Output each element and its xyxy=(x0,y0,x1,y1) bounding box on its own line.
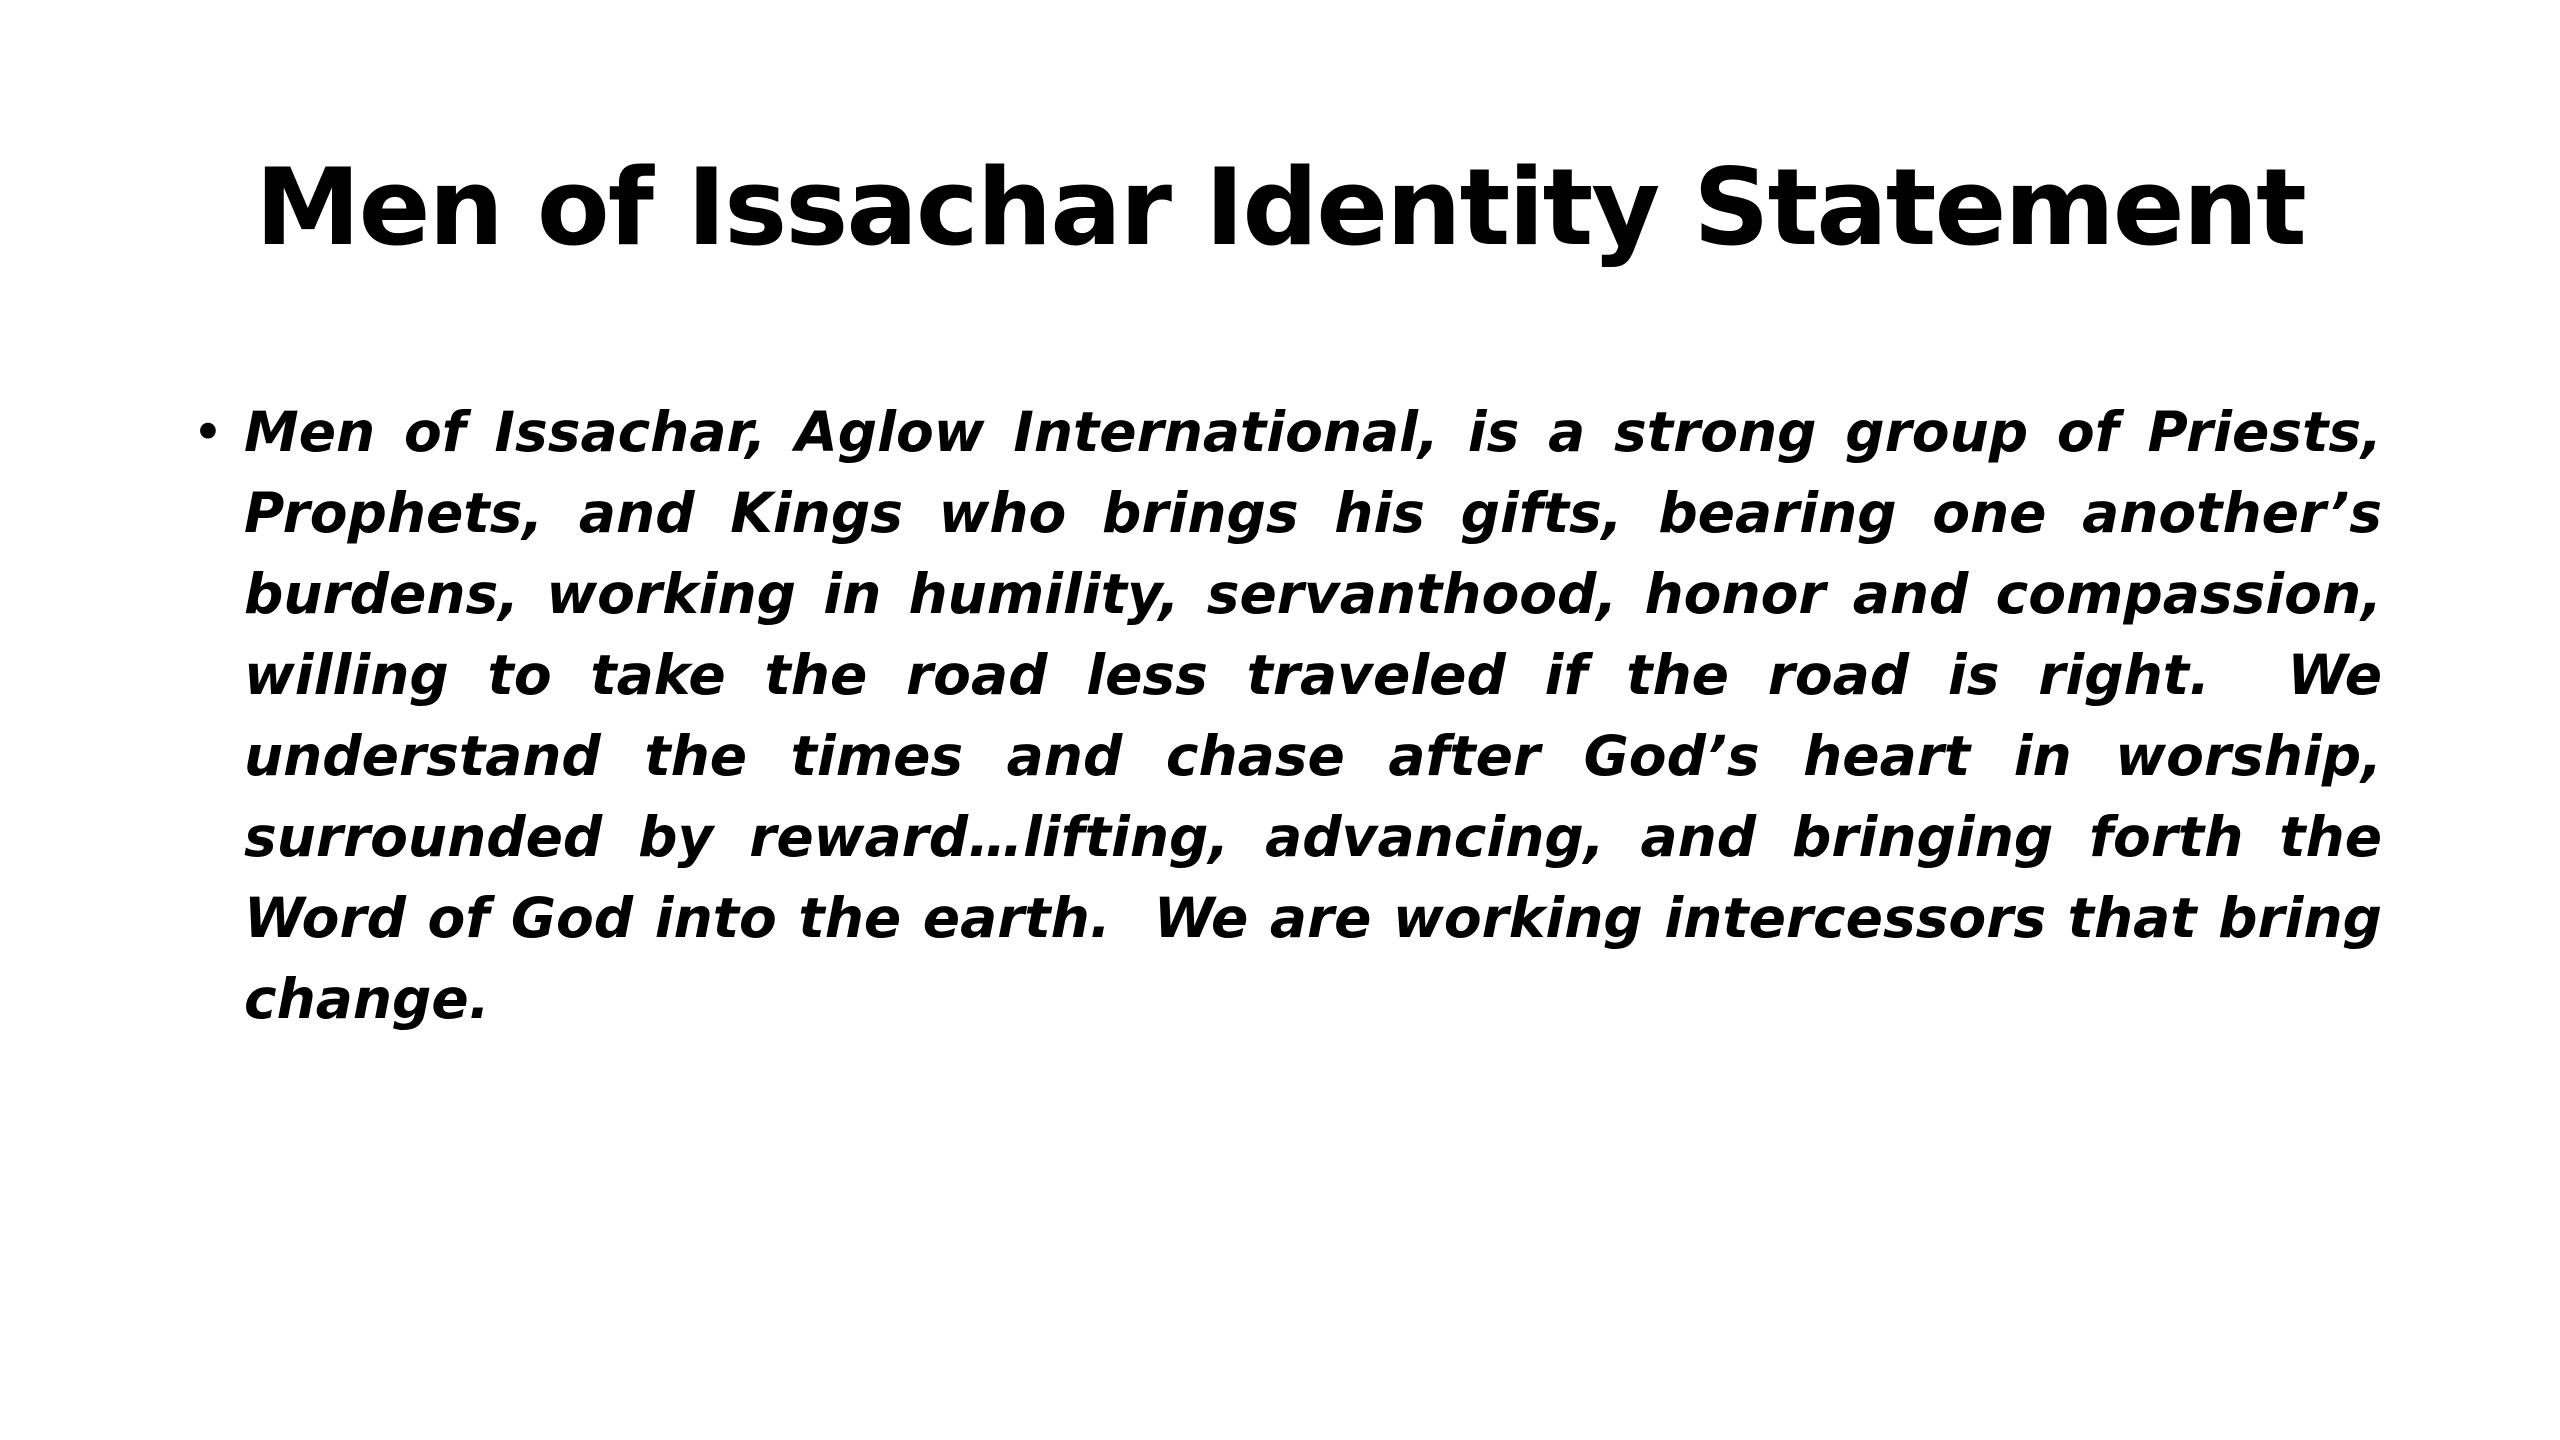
bullet-icon: • xyxy=(192,401,224,464)
bullet-list xyxy=(192,392,2402,1040)
identity-statement-text: Men of Issachar, Aglow International, is a strong group of Priests, Prophets, and Kings who brings his gifts, bearing one another’s burdens, working in humility, servanthood, honor and compassion, willing to take the road less traveled if the road is right. We understand the times and chase after God’s heart in worship, surrounded by reward…lifting, advancing, and bringing forth the Word of God into the earth. We are working intercessors that bring change. xyxy=(244,400,2402,1031)
slide-title: Men of Issachar Identity Statement xyxy=(255,146,2305,269)
bullet-item xyxy=(192,392,2402,1040)
